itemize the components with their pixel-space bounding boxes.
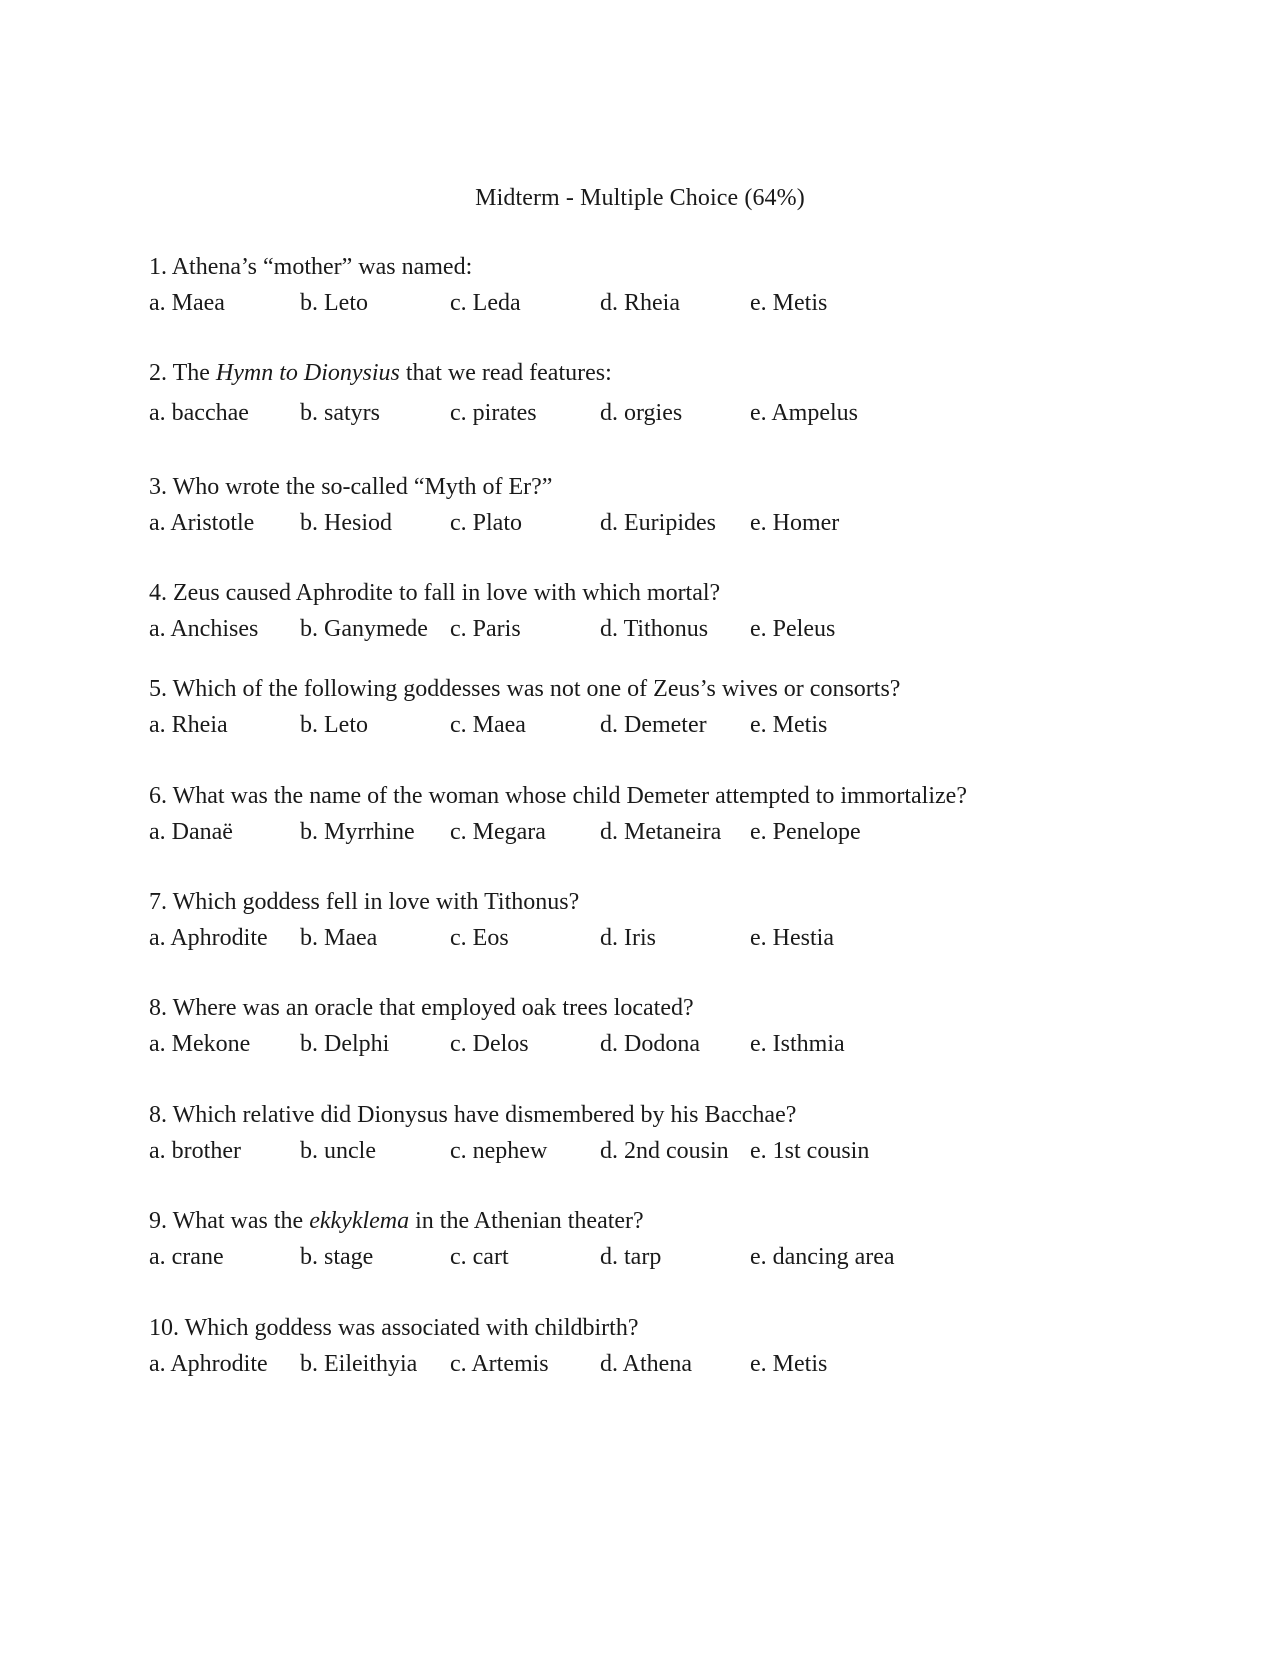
option-c: c. cart	[450, 1244, 509, 1270]
option-c: c. pirates	[450, 400, 537, 426]
question-prompt-italic: Hymn to Dionysius	[215, 360, 400, 386]
option-a: a. bacchae	[149, 400, 249, 426]
option-d: d. Rheia	[600, 290, 680, 316]
question-8b	[149, 1100, 1209, 1166]
option-e: e. 1st cousin	[750, 1138, 870, 1164]
question-text	[149, 358, 1209, 388]
option-b: b. Leto	[300, 290, 368, 316]
option-a: a. crane	[149, 1244, 224, 1270]
option-c: c. Delos	[450, 1031, 529, 1057]
answer-options	[149, 398, 1209, 428]
option-b: b. Myrrhine	[300, 819, 415, 845]
option-e: e. Isthmia	[750, 1031, 845, 1057]
question-10	[149, 1313, 1209, 1379]
option-d: d. orgies	[600, 400, 683, 426]
answer-options	[149, 1242, 1209, 1272]
question-9	[149, 1206, 1209, 1272]
question-prompt: Who wrote the so-called “Myth of Er?”	[172, 474, 553, 500]
question-prompt-end: in the Athenian theater?	[409, 1208, 644, 1234]
question-5	[149, 674, 1209, 740]
answer-options	[149, 614, 1209, 644]
question-number: 9.	[149, 1208, 167, 1234]
question-prompt: What was the	[172, 1208, 310, 1234]
option-d: d. Demeter	[600, 712, 707, 738]
question-number: 3.	[149, 474, 167, 500]
page-title: Midterm - Multiple Choice (64%)	[475, 185, 805, 211]
option-c: c. Artemis	[450, 1351, 549, 1377]
question-text	[149, 1313, 1209, 1343]
option-a: a. Mekone	[149, 1031, 251, 1057]
option-c: c. Leda	[450, 290, 521, 316]
question-number: 1.	[149, 254, 167, 280]
question-4	[149, 578, 1209, 644]
option-b: b. uncle	[300, 1138, 376, 1164]
answer-options	[149, 508, 1209, 538]
option-c: c. nephew	[450, 1138, 548, 1164]
question-text	[149, 781, 1209, 811]
option-e: e. Metis	[750, 712, 828, 738]
question-1	[149, 252, 1209, 318]
question-prompt-end: that we read features:	[399, 360, 612, 386]
question-8	[149, 993, 1209, 1059]
option-c: c. Maea	[450, 712, 526, 738]
question-number: 8.	[149, 1102, 167, 1128]
question-prompt: Where was an oracle that employed oak trees located?	[172, 995, 694, 1021]
option-b: b. stage	[300, 1244, 374, 1270]
option-d: d. 2nd cousin	[600, 1138, 729, 1164]
question-number: 4.	[149, 580, 167, 606]
question-number: 2.	[149, 360, 167, 386]
option-e: e. dancing area	[750, 1244, 895, 1270]
option-a: a. Aphrodite	[149, 925, 268, 951]
option-e: e. Metis	[750, 1351, 828, 1377]
answer-options	[149, 1029, 1209, 1059]
answer-options	[149, 1136, 1209, 1166]
option-d: d. Iris	[600, 925, 656, 951]
answer-options	[149, 923, 1209, 953]
option-c: c. Eos	[450, 925, 509, 951]
question-prompt: Zeus caused Aphrodite to fall in love with which mortal?	[173, 580, 721, 606]
question-number: 5.	[149, 676, 167, 702]
question-prompt: Which of the following goddesses was not one of Zeus’s wives or consorts?	[172, 676, 901, 702]
option-b: b. Leto	[300, 712, 368, 738]
question-3	[149, 472, 1209, 538]
question-text	[149, 472, 1209, 502]
option-d: d. Metaneira	[600, 819, 722, 845]
question-text	[149, 887, 1209, 917]
question-prompt: Which goddess was associated with childbirth?	[184, 1315, 639, 1341]
question-number: 6.	[149, 783, 167, 809]
question-text	[149, 1206, 1209, 1236]
question-number: 10.	[149, 1315, 179, 1341]
option-e: e. Penelope	[750, 819, 861, 845]
question-prompt-italic: ekkyklema	[309, 1208, 410, 1234]
option-e: e. Hestia	[750, 925, 834, 951]
question-6	[149, 781, 1209, 847]
option-a: a. Aristotle	[149, 510, 255, 536]
option-e: e. Metis	[750, 290, 828, 316]
question-number: 7.	[149, 889, 167, 915]
option-d: d. tarp	[600, 1244, 662, 1270]
option-e: e. Homer	[750, 510, 840, 536]
option-a: a. Danaë	[149, 819, 233, 845]
option-b: b. Ganymede	[300, 616, 428, 642]
option-a: a. Anchises	[149, 616, 259, 642]
question-7	[149, 887, 1209, 953]
option-b: b. Hesiod	[300, 510, 392, 536]
question-prompt: Which goddess fell in love with Tithonus?	[172, 889, 580, 915]
option-e: e. Peleus	[750, 616, 836, 642]
question-text	[149, 674, 1209, 704]
answer-options	[149, 1349, 1209, 1379]
answer-options	[149, 710, 1209, 740]
option-c: c. Plato	[450, 510, 522, 536]
option-d: d. Euripides	[600, 510, 716, 536]
option-b: b. Maea	[300, 925, 378, 951]
option-b: b. satyrs	[300, 400, 380, 426]
option-a: a. Aphrodite	[149, 1351, 268, 1377]
option-a: a. Maea	[149, 290, 225, 316]
answer-options	[149, 817, 1209, 847]
option-a: a. brother	[149, 1138, 241, 1164]
option-d: d. Tithonus	[600, 616, 709, 642]
question-prompt: What was the name of the woman whose child Demeter attempted to immortalize?	[172, 783, 967, 809]
option-e: e. Ampelus	[750, 400, 858, 426]
question-text	[149, 578, 1209, 608]
option-d: d. Dodona	[600, 1031, 700, 1057]
option-b: b. Delphi	[300, 1031, 390, 1057]
option-c: c. Megara	[450, 819, 546, 845]
question-prompt: Athena’s “mother” was named:	[171, 254, 473, 280]
option-c: c. Paris	[450, 616, 521, 642]
option-d: d. Athena	[600, 1351, 692, 1377]
option-b: b. Eileithyia	[300, 1351, 418, 1377]
question-text	[149, 1100, 1209, 1130]
question-prompt: The	[172, 360, 216, 386]
question-text	[149, 993, 1209, 1023]
question-prompt: Which relative did Dionysus have dismembered by his Bacchae?	[172, 1102, 797, 1128]
question-number: 8.	[149, 995, 167, 1021]
option-a: a. Rheia	[149, 712, 228, 738]
answer-options	[149, 288, 1209, 318]
question-text	[149, 252, 1209, 282]
question-2	[149, 358, 1209, 428]
